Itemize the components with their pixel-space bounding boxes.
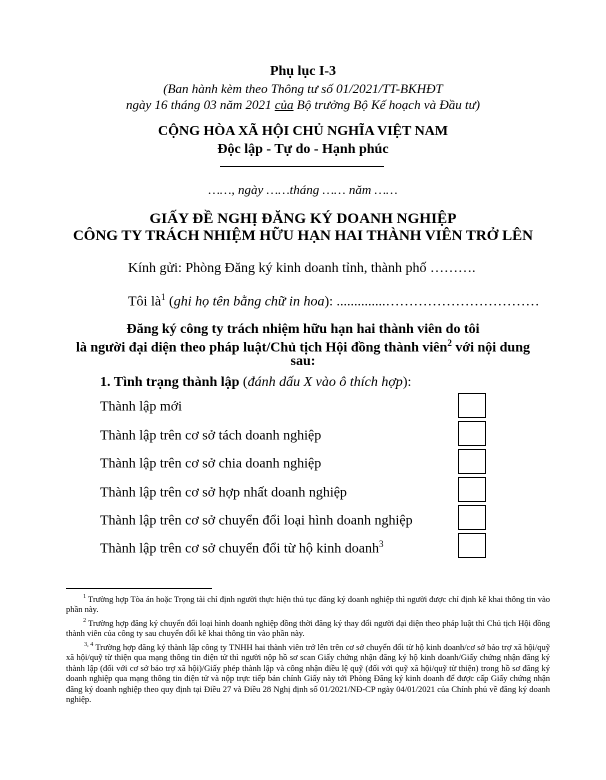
register-line-3: sau:: [290, 354, 316, 369]
register-content-text: với nội dung: [451, 340, 530, 356]
option-label: Thành lập mới: [100, 399, 183, 415]
issued-by-line-2: [0, 97, 606, 113]
nation-motto: Độc lập - Tự do - Hạnh phúc: [217, 142, 389, 157]
declarant-blank[interactable]: : ..............……………………………: [329, 294, 540, 310]
appendix-title: Phụ lục I-3: [269, 64, 337, 79]
option-divide: [100, 454, 321, 473]
footnote-2: [66, 616, 550, 639]
declarant-hint: ghi họ tên bằng chữ in hoa: [173, 294, 325, 310]
issued-date-text: ngày 16 tháng 03 năm 2021: [125, 97, 275, 112]
nation-name: CỘNG HÒA XÃ HỘI CHỦ NGHĨA VIỆT NAM: [157, 124, 448, 139]
checkbox-merge[interactable]: [458, 477, 486, 502]
footnote-text: Trường hợp Tòa án hoặc Trọng tài chỉ định người thực hiện thủ tục đăng ký doanh nghiệp thì người được chỉ định kê khai thông tin vào phần này.: [66, 593, 551, 615]
option-label: Thành lập trên cơ sở tách doanh nghiệp: [100, 428, 322, 444]
checkbox-convert-household[interactable]: [458, 533, 486, 558]
checkbox-split[interactable]: [458, 421, 486, 446]
footnote-1: [66, 592, 550, 615]
declarant-line: Tôi $là^1$ (ghi họ tên bằng chữ in hoa): ..............……………………………: [128, 292, 540, 310]
option-label: Thành lập trên cơ sở chia doanh nghiệp: [100, 456, 322, 472]
footnote-text: Trường hợp đăng ký chuyển đổi loại hình doanh nghiệp đồng thời đăng ký thay đổi người đại diện theo pháp luật thì Chủ tịch Hội đồng thành viên của công ty sau chuyển đổi kê khai thông tin vào phần này.: [66, 617, 550, 639]
issued-authority-text: Bộ trưởng Bộ Kế hoạch và Đầu tư): [293, 97, 481, 112]
date-line: ……, ngày ……tháng …… năm ……: [208, 182, 398, 197]
footnote-mark: 3, 4: [84, 642, 94, 648]
section-1-heading: 1. Tình trạng thành lập (đánh dấu X vào ô thích hợp):: [100, 375, 412, 390]
section-1-hint: đánh dấu X vào ô thích hợp: [247, 375, 403, 390]
form-title-line-1: GIẤY ĐỀ NGHỊ ĐĂNG KÝ DOANH NGHIỆP: [149, 211, 457, 227]
checkbox-convert-type[interactable]: [458, 505, 486, 530]
footnote-3-4: [66, 640, 550, 705]
footnote-ref-2: 2: [447, 338, 452, 348]
option-label: Thành lập trên cơ sở chuyển đổi loại hình doanh nghiệp: [100, 513, 413, 529]
checkbox-new[interactable]: [458, 393, 486, 418]
option-convert-type: [100, 511, 413, 530]
option-merge: [100, 483, 347, 502]
footnote-ref-1: 1: [161, 292, 166, 302]
motto-divider: [220, 166, 384, 167]
checkbox-divide[interactable]: [458, 449, 486, 474]
footnote-divider: [66, 588, 212, 589]
option-new: [100, 397, 182, 416]
form-title-line-2: CÔNG TY TRÁCH NHIỆM HỮU HẠN HAI THÀNH VIÊN TRỞ LÊN: [72, 228, 534, 244]
declarant-label: Tôi là: [128, 294, 162, 310]
option-footnote-ref: 3: [379, 539, 384, 549]
register-line-1: Đăng ký công ty trách nhiệm hữu hạn hai thành viên do tôi: [126, 322, 480, 337]
issued-by-line-1: (Ban hành kèm theo Thông tư số 01/2021/TT-BKHĐT: [163, 81, 443, 96]
issued-underlined-word: của: [274, 97, 294, 112]
option-convert-household: [100, 539, 384, 558]
register-role-text: là người đại diện theo pháp luật/Chủ tịch Hội đồng thành viên: [75, 340, 448, 356]
footnote-mark: 2: [83, 618, 87, 624]
option-label: Thành lập trên cơ sở chuyển đổi từ hộ kinh doanh: [100, 541, 380, 557]
section-1-title: 1. Tình trạng thành lập: [100, 375, 240, 390]
option-label: Thành lập trên cơ sở hợp nhất doanh nghiệp: [100, 485, 347, 501]
option-split: [100, 426, 321, 445]
footnote-mark: 1: [83, 594, 87, 600]
footnote-text: Trường hợp đăng ký thành lập công ty TNHH hai thành viên trở lên trên cơ sở chuyển đổi từ hộ kinh doanh/cơ sở bảo trợ xã hội/quỹ xã hội/quỹ từ thiện qua mạng thông tin điện tử thì người nộp hồ sơ scan Giấy chứng nhận đăng ký hộ kinh doanh/Giấy chứng nhận đăng ký thành lập (đối với cơ sở bảo trợ xã hội)/Giấy phép thành lập và công nhận điều lệ quỹ (đối với quỹ xã hội/quỹ từ thiện) trong hồ sơ đăng ký doanh nghiệp qua mạng thông tin điện tử và nộp trực tiếp bản chính Giấy này tới Phòng Đăng ký kinh doanh để được cấp Giấy chứng nhận đăng ký doanh nghiệp theo quy định tại Điều 27 và Điều 28 Nghị định số 01/2021/NĐ-CP ngày 04/01/2021 của Chính phủ về đăng ký doanh nghiệp.: [66, 641, 551, 705]
addressee-line: Kính gửi: Phòng Đăng ký kinh doanh tỉnh, thành phố ……….: [128, 261, 476, 276]
